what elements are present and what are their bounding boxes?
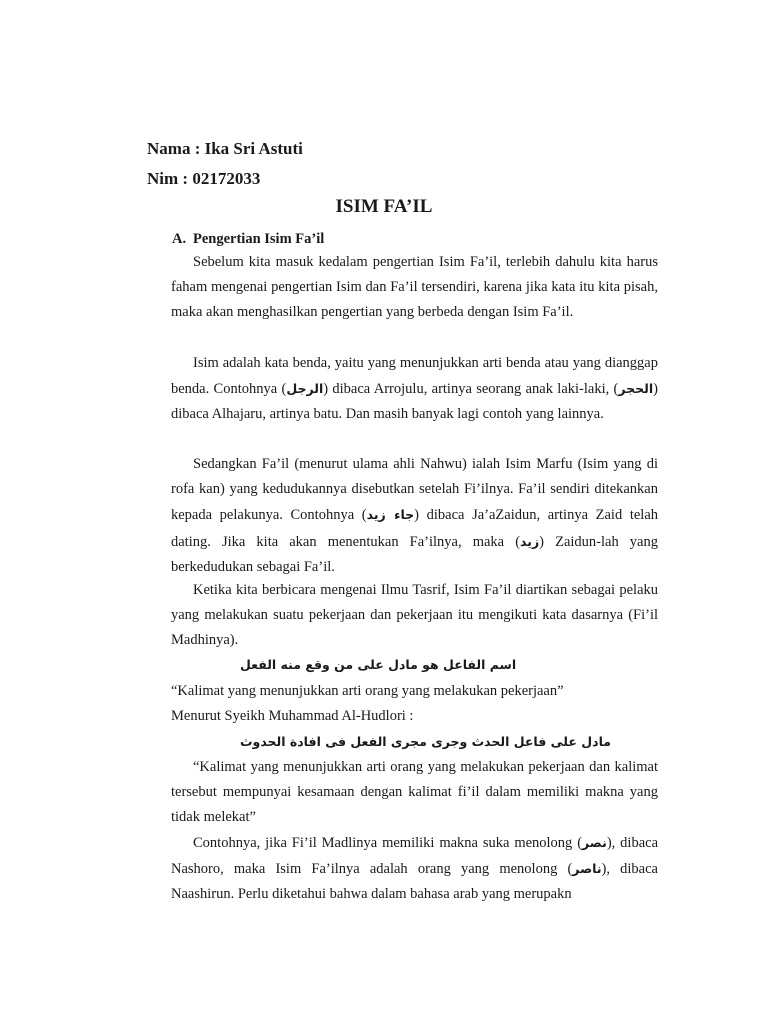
paragraph-5-text-a: Contohnya, jika Fi’il Madlinya memiliki makna suka menolong ( xyxy=(193,835,583,851)
attribution-line: Menurut Syeikh Muhammad Al-Hudlori : xyxy=(171,708,414,724)
paragraph-2-text-b: ) dibaca Arrojulu, artinya seorang anak laki-laki, ( xyxy=(323,381,619,398)
paragraph-3-text-b: ) dibaca Ja’aZaidun, artinya Zaid telah dating. Jika kita akan menentukan Fa’ilnya, maka ( xyxy=(171,507,658,550)
student-nim: Nim : 02172033 xyxy=(147,169,261,188)
student-name: Nama : Ika Sri Astuti xyxy=(147,139,303,158)
paragraph-3-text-c: ) Zaidun-lah yang berkedudukan sebagai Fa’il. xyxy=(171,533,658,575)
paragraph-3-text-a: Sedangkan Fa’il (menurut ulama ahli Nahwu) ialah Isim Marfu (Isim yang di rofa kan) yang kedudukannya disebutkan setelah Fi’ilnya. Fa’il sendiri ditekankan kepada pelakunya. Contohnya ( xyxy=(171,456,658,524)
paragraph-4: Ketika kita berbicara mengenai Ilmu Tasrif, Isim Fa’il diartikan sebagai pelaku yang melakukan suatu pekerjaan dan pekerjaan itu mengikuti kata dasarnya (Fi’il Madhinya). xyxy=(171,582,658,649)
section-heading xyxy=(172,231,324,248)
paragraph-2 xyxy=(171,351,658,428)
arabic-definition-1: اسم الفاعل هو مادل على من وقع منه الفعل xyxy=(240,657,517,672)
arabic-example-alhajaru: الحجر xyxy=(618,381,654,397)
arabic-example-naashirun: ناصر xyxy=(572,861,602,877)
paragraph-2-text-a: Isim adalah kata benda, yaitu yang menunjukkan arti benda atau yang dianggap benda. Contohnya ( xyxy=(171,355,658,398)
arabic-example-zaid: زيد xyxy=(520,533,540,549)
arabic-example-nashoro: نصر xyxy=(582,835,607,850)
arabic-example-jaa-zaid: جاء زيد xyxy=(366,507,415,523)
paragraph-5-text-c: ), dibaca Naashirun. Perlu diketahui bahwa dalam bahasa arab yang merupakn xyxy=(171,861,658,903)
paragraph-5-text-b: ), dibaca Nashoro, maka Isim Fa’ilnya adalah orang yang menolong ( xyxy=(171,835,658,878)
quote-1: “Kalimat yang menunjukkan arti orang yang melakukan pekerjaan” xyxy=(171,683,564,699)
paragraph-3 xyxy=(171,452,658,580)
section-title: Pengertian Isim Fa’il xyxy=(193,231,325,247)
document-title: ISIM FA’IL xyxy=(335,196,433,217)
paragraph-2-text-c: ) dibaca Alhajaru, artinya batu. Dan masih banyak lagi contoh yang lainnya. xyxy=(171,381,658,423)
quote-2: “Kalimat yang menunjukkan arti orang yang melakukan pekerjaan dan kalimat tersebut mempunyai kesamaan dengan kalimat fi’il dalam memiliki makna yang tidak melekat” xyxy=(171,759,658,826)
paragraph-1: Sebelum kita masuk kedalam pengertian Isim Fa’il, terlebih dahulu kita harus faham mengenai pengertian Isim dan Fa’il tersendiri, karena jika kata itu kita pisah, maka akan menghasilkan pengertian yang berbeda dengan Isim Fa’il. xyxy=(171,254,658,321)
paragraph-5 xyxy=(171,830,658,908)
arabic-example-arrojulu: الرجل xyxy=(286,381,324,397)
section-number: A. xyxy=(172,231,187,247)
arabic-definition-2: مادل على فاعل الحدث وجرى مجرى الفعل فى افادة الحدوث xyxy=(240,734,611,749)
